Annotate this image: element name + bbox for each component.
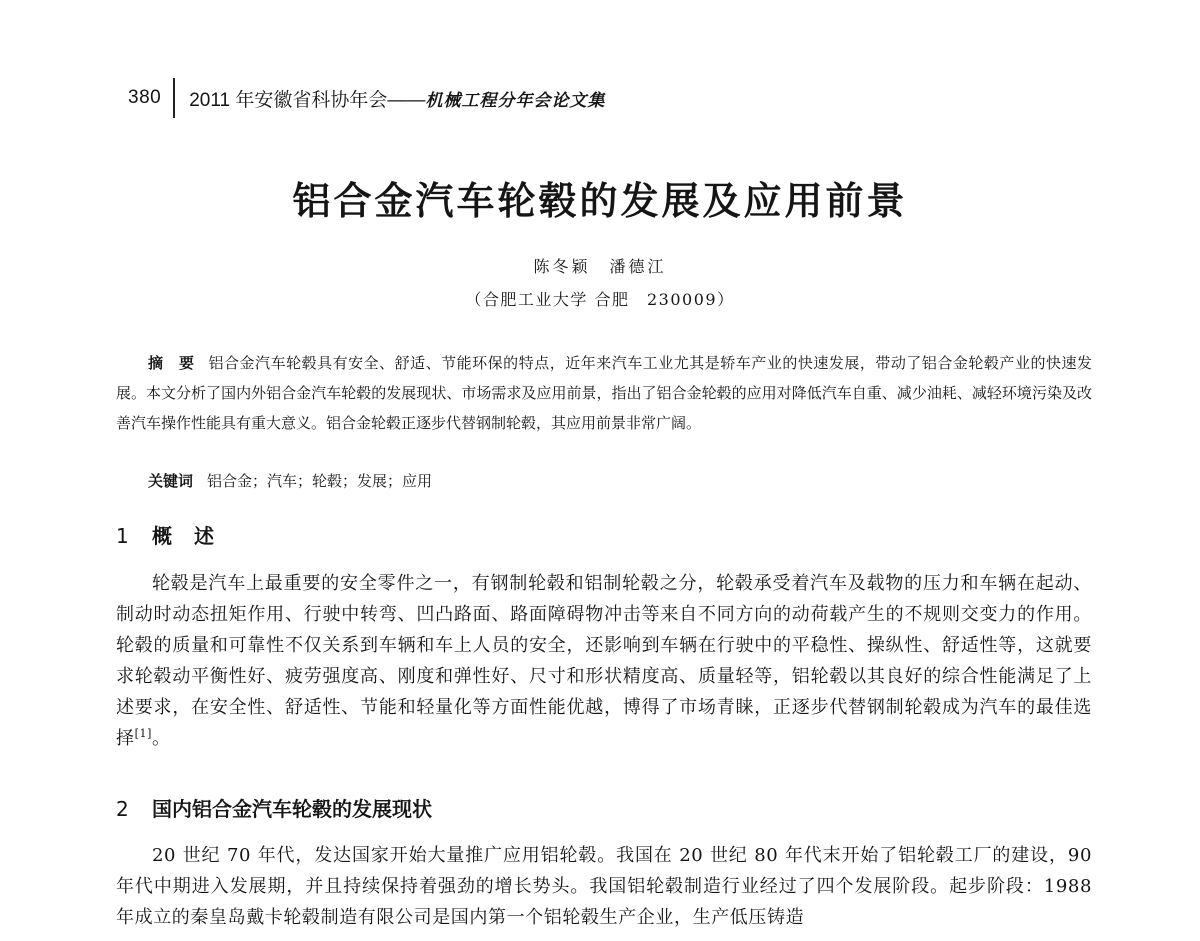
section-heading-overview <box>116 520 236 549</box>
paper-authors: 陈冬颖 潘德江 <box>533 257 667 276</box>
body-paragraph-domestic-status: 20 世纪 70 年代，发达国家开始大量推广应用铝轮毂。我国在 20 世纪 80 年代末开始了铝轮毂工厂的建设，90 年代中期进入发展期，并且持续保持着强劲的增长势头。我国铝轮毂制造行业经过了四个发展阶段。起步阶段：1988 年成立的秦皇岛戴卡轮毂制造有限公司是国内第一个铝轮毂生产企业，生产低压铸造 <box>116 845 1092 928</box>
section-title: 国内铝合金汽车轮毂的发展现状 <box>152 797 432 821</box>
header-proceedings-section: 机械工程分年会论文集 <box>425 90 606 111</box>
abstract <box>116 348 1092 438</box>
paper-title: 铝合金汽车轮毂的发展及应用前景 <box>292 179 908 223</box>
abstract-paragraph <box>116 348 1092 438</box>
paper-affiliation: （合肥工业大学 合肥 230009） <box>465 290 735 309</box>
header-conference: 2011 年安徽省科协年会—— <box>189 89 426 111</box>
abstract-text: 铝合金汽车轮毂具有安全、舒适、节能环保的特点，近年来汽车工业尤其是轿车产业的快速发展，带动了铝合金轮毂产业的快速发展。本文分析了国内外铝合金汽车轮毂的发展现状、市场需求及应用前景，指出了铝合金轮毂的应用对降低汽车自重、减少油耗、减轻环境污染及改善汽车操作性能具有重大意义。铝合金轮毂正逐步代替钢制轮毂，其应用前景非常广阔。 <box>116 354 1092 432</box>
section-number: 1 <box>116 524 129 548</box>
keywords-text: 铝合金；汽车；轮毂；发展；应用 <box>207 472 433 490</box>
page-number: 380 <box>128 87 162 108</box>
keywords <box>148 470 432 491</box>
citation-marker: [1] <box>134 727 152 740</box>
section-title: 概述 <box>152 524 236 548</box>
paragraph-text: 轮毂是汽车上最重要的安全零件之一，有钢制轮毂和铝制轮毂之分，轮毂承受着汽车及载物的压力和车辆在起动、制动时动态扭矩作用、行驶中转弯、凹凸路面、路面障碍物冲击等来自不同方向的动荷载产生的不规则交变力的作用。轮毂的质量和可靠性不仅关系到车辆和车上人员的安全，还影响到车辆在行驶中的平稳性、操纵性、舒适性等，这就要求轮毂动平衡性好、疲劳强度高、刚度和弹性好、尺寸和形状精度高、质量轻等，铝轮毂以其良好的综合性能满足了上述要求，在安全性、舒适性、节能和轻量化等方面性能优越，博得了市场青睐，正逐步代替钢制轮毂成为汽车的最佳选择 <box>116 573 1092 749</box>
abstract-label: 摘 要 <box>148 354 195 372</box>
paragraph-end: 。 <box>152 728 171 749</box>
running-header <box>128 78 605 118</box>
header-divider <box>173 78 175 118</box>
section-heading-domestic-status <box>116 793 432 822</box>
body-paragraph-overview <box>116 568 1092 754</box>
keywords-label: 关键词 <box>148 472 194 490</box>
section-number: 2 <box>116 797 129 821</box>
